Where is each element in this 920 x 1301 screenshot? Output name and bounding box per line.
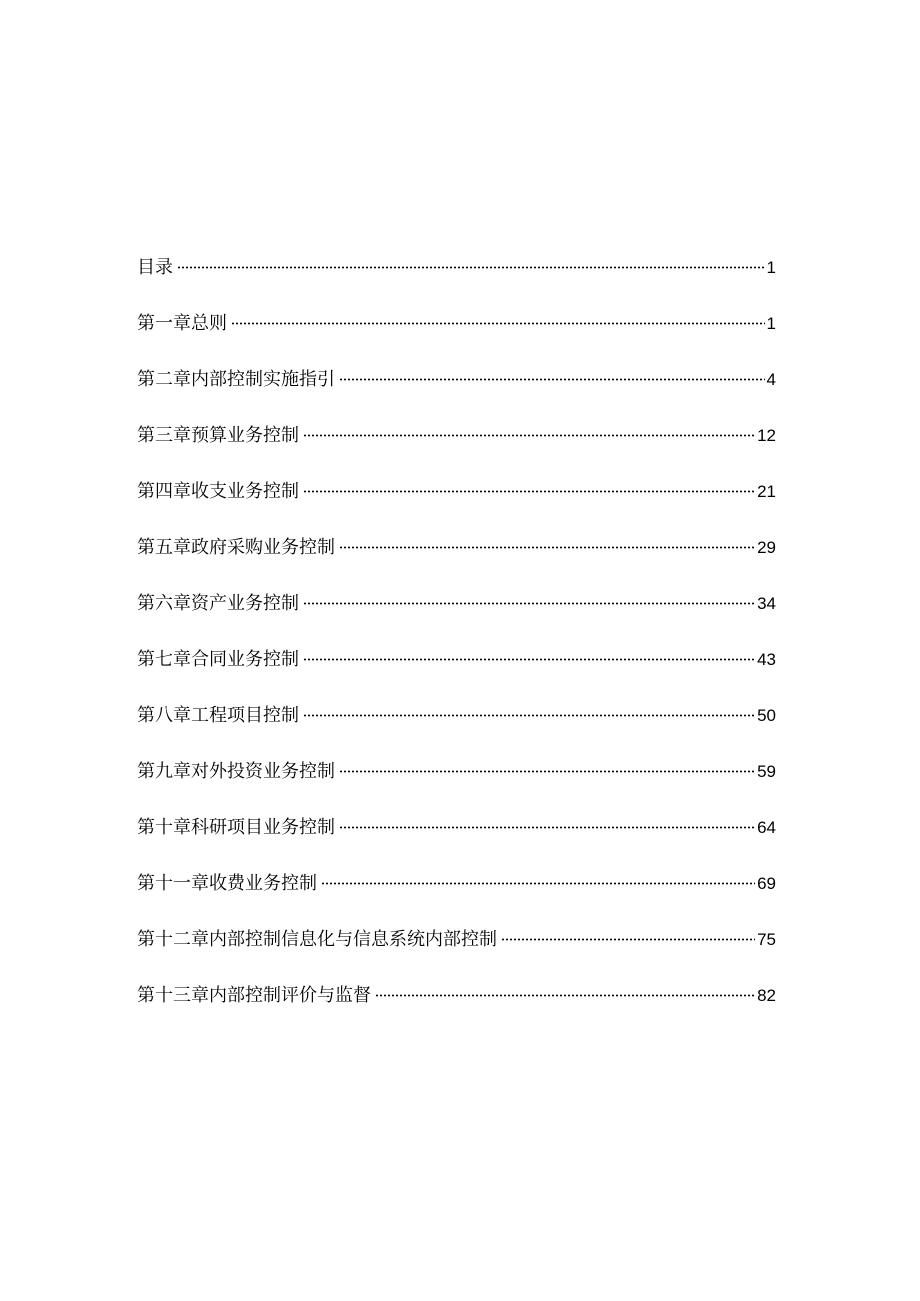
toc-entry[interactable] [137, 364, 776, 420]
toc-entry-page: 34 [757, 594, 776, 613]
toc-entry[interactable] [137, 756, 776, 812]
toc-entry-page: 82 [757, 986, 776, 1005]
toc-entry-page: 50 [757, 706, 776, 725]
toc-dot-leader [501, 938, 755, 941]
toc-dot-leader [339, 378, 765, 381]
toc-dot-leader [303, 714, 755, 717]
toc-entry[interactable] [137, 420, 776, 476]
toc-entry[interactable] [137, 700, 776, 756]
toc-dot-leader [303, 658, 755, 661]
toc-entry[interactable] [137, 308, 776, 364]
toc-entry-page: 59 [757, 762, 776, 781]
toc-dot-leader [321, 882, 755, 885]
toc-dot-leader [339, 770, 755, 773]
toc-entry-title: 第十三章内部控制评价与监督 [137, 985, 371, 1006]
toc-entry[interactable] [137, 980, 776, 1036]
table-of-contents [137, 252, 776, 1036]
toc-entry-title: 第三章预算业务控制 [137, 425, 299, 446]
toc-entry-page: 43 [757, 650, 776, 669]
toc-entry-page: 29 [757, 538, 776, 557]
toc-entry-title: 第八章工程项目控制 [137, 705, 299, 726]
toc-entry[interactable] [137, 588, 776, 644]
toc-entry-title: 第十一章收费业务控制 [137, 873, 317, 894]
toc-entry-page: 1 [766, 258, 776, 277]
toc-dot-leader [303, 490, 755, 493]
toc-dot-leader [231, 322, 765, 325]
toc-entry-page: 69 [757, 874, 776, 893]
toc-entry-title: 第十章科研项目业务控制 [137, 817, 335, 838]
toc-entry[interactable] [137, 252, 776, 308]
toc-dot-leader [339, 826, 755, 829]
toc-entry-title: 第九章对外投资业务控制 [137, 761, 335, 782]
toc-entry-page: 64 [757, 818, 776, 837]
toc-entry-page: 21 [757, 482, 776, 501]
toc-entry-title: 目录 [137, 257, 173, 278]
toc-entry-title: 第七章合同业务控制 [137, 649, 299, 670]
toc-dot-leader [177, 266, 765, 269]
toc-dot-leader [303, 434, 755, 437]
toc-entry-title: 第四章收支业务控制 [137, 481, 299, 502]
toc-entry-title: 第一章总则 [137, 313, 227, 334]
toc-entry[interactable] [137, 868, 776, 924]
toc-entry-title: 第五章政府采购业务控制 [137, 537, 335, 558]
toc-entry-title: 第二章内部控制实施指引 [137, 369, 335, 390]
toc-dot-leader [303, 602, 755, 605]
toc-entry[interactable] [137, 532, 776, 588]
toc-entry-page: 4 [766, 370, 776, 389]
toc-entry[interactable] [137, 644, 776, 700]
toc-entry[interactable] [137, 924, 776, 980]
toc-dot-leader [375, 994, 755, 997]
toc-entry[interactable] [137, 476, 776, 532]
toc-entry-page: 75 [757, 930, 776, 949]
toc-entry-title: 第六章资产业务控制 [137, 593, 299, 614]
toc-entry[interactable] [137, 812, 776, 868]
toc-entry-page: 12 [757, 426, 776, 445]
toc-entry-page: 1 [766, 314, 776, 333]
toc-dot-leader [339, 546, 755, 549]
toc-entry-title: 第十二章内部控制信息化与信息系统内部控制 [137, 929, 497, 950]
